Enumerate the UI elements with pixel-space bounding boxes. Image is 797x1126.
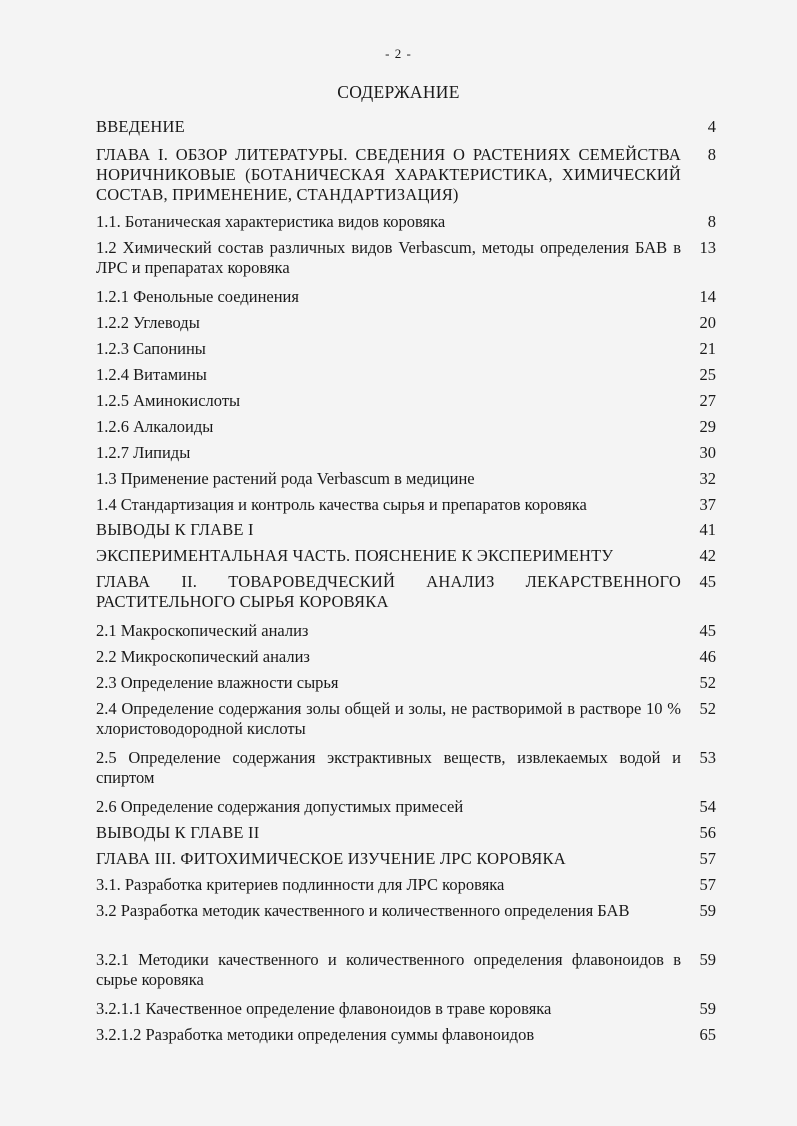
toc-entry-text: 3.1. Разработка критериев подлинности для ЛРС коровяка: [96, 875, 505, 894]
toc-entry-page: 25: [699, 365, 716, 384]
toc-entry-page: 52: [699, 673, 716, 692]
toc-entry-page: 20: [699, 313, 716, 332]
toc-entry-text: 3.2.1 Методики качественного и количественного определения флавоноидов в сырье коровяка: [96, 950, 681, 989]
toc-entry-page: 21: [699, 339, 716, 358]
toc-entry-text: 2.1 Макроскопический анализ: [96, 621, 309, 640]
toc-entry-text: 1.2.2 Углеводы: [96, 313, 200, 332]
toc-entry-page: 45: [699, 621, 716, 640]
toc-entry-page: 59: [699, 901, 716, 920]
toc-entry-text: 1.2 Химический состав различных видов Verbascum, методы определения БАВ в ЛРС и препаратах коровяка: [96, 238, 681, 277]
toc-entry-page: 27: [699, 391, 716, 410]
toc-entry-text: 3.2 Разработка методик качественного и количественного определения БАВ: [96, 901, 630, 920]
toc-entry-text: ЭКСПЕРИМЕНТАЛЬНАЯ ЧАСТЬ. ПОЯСНЕНИЕ К ЭКСПЕРИМЕНТУ: [96, 546, 614, 565]
toc-entry-text: 1.2.5 Аминокислоты: [96, 391, 241, 410]
toc-entry-text: ГЛАВА III. ФИТОХИМИЧЕСКОЕ ИЗУЧЕНИЕ ЛРС КОРОВЯКА: [96, 849, 566, 868]
toc-entry-text: 1.3 Применение растений рода Verbascum в медицине: [96, 469, 475, 488]
toc-entry-page: 4: [707, 117, 716, 136]
page-title: СОДЕРЖАНИЕ: [337, 82, 460, 102]
toc-entry-text: 2.2 Микроскопический анализ: [96, 647, 310, 666]
toc-entry-text: ВЫВОДЫ К ГЛАВЕ I: [96, 520, 254, 539]
toc-entry-page: 45: [699, 572, 716, 591]
toc-entry-text: ГЛАВА I. ОБЗОР ЛИТЕРАТУРЫ. СВЕДЕНИЯ О РАСТЕНИЯХ СЕМЕЙСТВА НОРИЧНИКОВЫЕ (БОТАНИЧЕСКАЯ ХАРАКТЕРИСТИКА, ХИМИЧЕСКИЙ СОСТАВ, ПРИМЕНЕНИЕ, СТАНДАРТИЗАЦИЯ): [96, 145, 681, 204]
toc-entry-page: 32: [699, 469, 716, 488]
toc-entry-text: 3.2.1.2 Разработка методики определения суммы флавоноидов: [96, 1025, 535, 1044]
toc-entry-page: 57: [699, 849, 716, 868]
toc-entry-page: 29: [699, 417, 716, 436]
toc-entry-text: 2.3 Определение влажности сырья: [96, 673, 339, 692]
toc-entry-text: ВЫВОДЫ К ГЛАВЕ II: [96, 823, 260, 842]
page-number: - 2 -: [385, 46, 412, 61]
toc-entry-page: 65: [699, 1025, 716, 1044]
toc-entry-text: 1.2.4 Витамины: [96, 365, 207, 384]
toc-entry-page: 37: [699, 495, 716, 514]
toc-entry-page: 41: [699, 520, 716, 539]
toc-entry-text: 1.2.7 Липиды: [96, 443, 191, 462]
toc-entry-page: 53: [699, 748, 716, 767]
toc-entry-text: 3.2.1.1 Качественное определение флавоноидов в траве коровяка: [96, 999, 552, 1018]
toc-entry-text: ВВЕДЕНИЕ: [96, 117, 185, 136]
toc-entry-page: 54: [699, 797, 716, 816]
toc-entry-page: 13: [699, 238, 716, 257]
toc-entry-page: 14: [699, 287, 716, 306]
toc-entry-text: 1.2.6 Алкалоиды: [96, 417, 214, 436]
toc-entry-text: ГЛАВА II. ТОВАРОВЕДЧЕСКИЙ АНАЛИЗ ЛЕКАРСТВЕННОГО РАСТИТЕЛЬНОГО СЫРЬЯ КОРОВЯКА: [96, 572, 681, 611]
toc-entry-text: 1.4 Стандартизация и контроль качества сырья и препаратов коровяка: [96, 495, 587, 514]
toc-entry-page: 52: [699, 699, 716, 718]
toc-entry-page: 8: [707, 212, 716, 231]
toc-entry-page: 59: [699, 950, 716, 969]
toc-entry-text: 2.4 Определение содержания золы общей и золы, не растворимой в растворе 10 % хлористоводородной кислоты: [96, 699, 681, 738]
toc-entry-page: 59: [699, 999, 716, 1018]
toc-entry-text: 1.2.3 Сапонины: [96, 339, 206, 358]
toc-entry-page: 56: [699, 823, 716, 842]
toc-entry-text: 1.1. Ботаническая характеристика видов коровяка: [96, 212, 446, 231]
toc-entry-page: 42: [699, 546, 716, 565]
toc-entry-page: 57: [699, 875, 716, 894]
toc-entry-page: 30: [699, 443, 716, 462]
toc-entry-page: 46: [699, 647, 716, 666]
toc-entry-page: 8: [707, 145, 716, 164]
toc-entry-text: 2.5 Определение содержания экстрактивных веществ, извлекаемых водой и спиртом: [96, 748, 681, 787]
toc-entry-text: 1.2.1 Фенольные соединения: [96, 287, 299, 306]
toc-entry-text: 2.6 Определение содержания допустимых примесей: [96, 797, 464, 816]
